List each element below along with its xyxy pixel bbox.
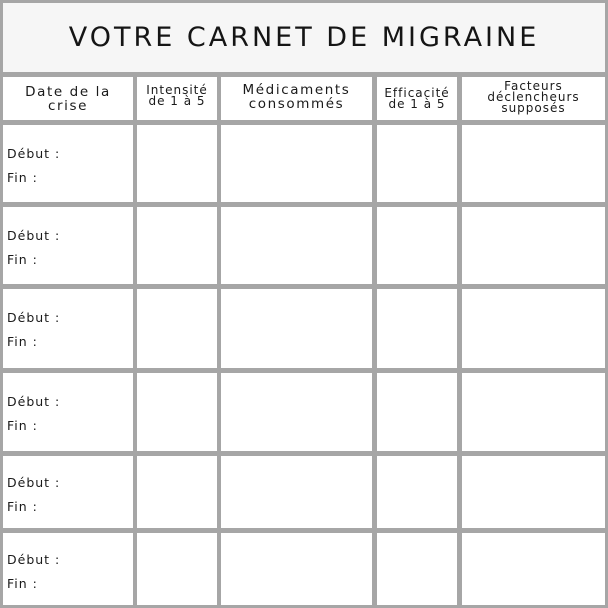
row-3-intensity[interactable] bbox=[137, 289, 217, 368]
row-2-date[interactable] bbox=[3, 207, 133, 284]
header-medication-line-1: Médicaments bbox=[242, 81, 351, 98]
row-5-medication[interactable] bbox=[221, 456, 372, 528]
header-medication bbox=[221, 77, 372, 120]
row-1-start-label: Début : bbox=[7, 146, 61, 161]
row-4-medication[interactable] bbox=[221, 373, 372, 451]
header-intensity bbox=[137, 77, 217, 120]
row-3-triggers[interactable] bbox=[462, 289, 605, 368]
header-date-line-1: Date de la bbox=[25, 83, 111, 100]
header-triggers-line-3: supposés bbox=[501, 100, 566, 115]
row-4-end-label: Fin : bbox=[7, 418, 38, 433]
row-5-start-label: Début : bbox=[7, 475, 61, 490]
row-2-intensity[interactable] bbox=[137, 207, 217, 284]
row-5-efficacy[interactable] bbox=[377, 456, 457, 528]
header-medication-line-2: consommés bbox=[248, 95, 345, 112]
row-1-end-label: Fin : bbox=[7, 170, 38, 185]
header-date bbox=[3, 77, 133, 120]
header-efficacy-line-2: de 1 à 5 bbox=[388, 96, 446, 111]
row-1-efficacy[interactable] bbox=[377, 125, 457, 202]
row-6-date[interactable] bbox=[3, 533, 133, 605]
row-2-medication[interactable] bbox=[221, 207, 372, 284]
row-3-date[interactable] bbox=[3, 289, 133, 368]
row-1-date[interactable] bbox=[3, 125, 133, 202]
row-5-end-label: Fin : bbox=[7, 499, 38, 514]
header-intensity-line-2: de 1 à 5 bbox=[148, 93, 206, 108]
header-triggers-line-1: Facteurs bbox=[504, 78, 563, 93]
row-3-start-label: Début : bbox=[7, 310, 61, 325]
row-6-end-label: Fin : bbox=[7, 576, 38, 591]
row-4-intensity[interactable] bbox=[137, 373, 217, 451]
row-6-triggers[interactable] bbox=[462, 533, 605, 605]
row-6-efficacy[interactable] bbox=[377, 533, 457, 605]
row-1-intensity[interactable] bbox=[137, 125, 217, 202]
header-triggers-line-2: déclencheurs bbox=[487, 89, 580, 104]
row-4-date[interactable] bbox=[3, 373, 133, 451]
row-6-start-label: Début : bbox=[7, 552, 61, 567]
row-2-end-label: Fin : bbox=[7, 252, 38, 267]
row-2-efficacy[interactable] bbox=[377, 207, 457, 284]
header-efficacy-line-1: Efficacité bbox=[384, 85, 450, 100]
title-banner bbox=[3, 3, 605, 72]
header-efficacy bbox=[377, 77, 457, 120]
row-3-end-label: Fin : bbox=[7, 334, 38, 349]
row-3-medication[interactable] bbox=[221, 289, 372, 368]
row-5-date[interactable] bbox=[3, 456, 133, 528]
row-4-start-label: Début : bbox=[7, 394, 61, 409]
header-triggers bbox=[462, 77, 605, 120]
row-5-triggers[interactable] bbox=[462, 456, 605, 528]
row-2-start-label: Début : bbox=[7, 228, 61, 243]
row-6-intensity[interactable] bbox=[137, 533, 217, 605]
row-6-medication[interactable] bbox=[221, 533, 372, 605]
row-1-triggers[interactable] bbox=[462, 125, 605, 202]
row-3-efficacy[interactable] bbox=[377, 289, 457, 368]
page-title: VOTRE CARNET DE MIGRAINE bbox=[68, 22, 540, 53]
header-intensity-line-1: Intensité bbox=[146, 82, 208, 97]
row-4-triggers[interactable] bbox=[462, 373, 605, 451]
row-4-efficacy[interactable] bbox=[377, 373, 457, 451]
header-date-line-2: crise bbox=[47, 97, 89, 114]
row-1-medication[interactable] bbox=[221, 125, 372, 202]
row-5-intensity[interactable] bbox=[137, 456, 217, 528]
row-2-triggers[interactable] bbox=[462, 207, 605, 284]
